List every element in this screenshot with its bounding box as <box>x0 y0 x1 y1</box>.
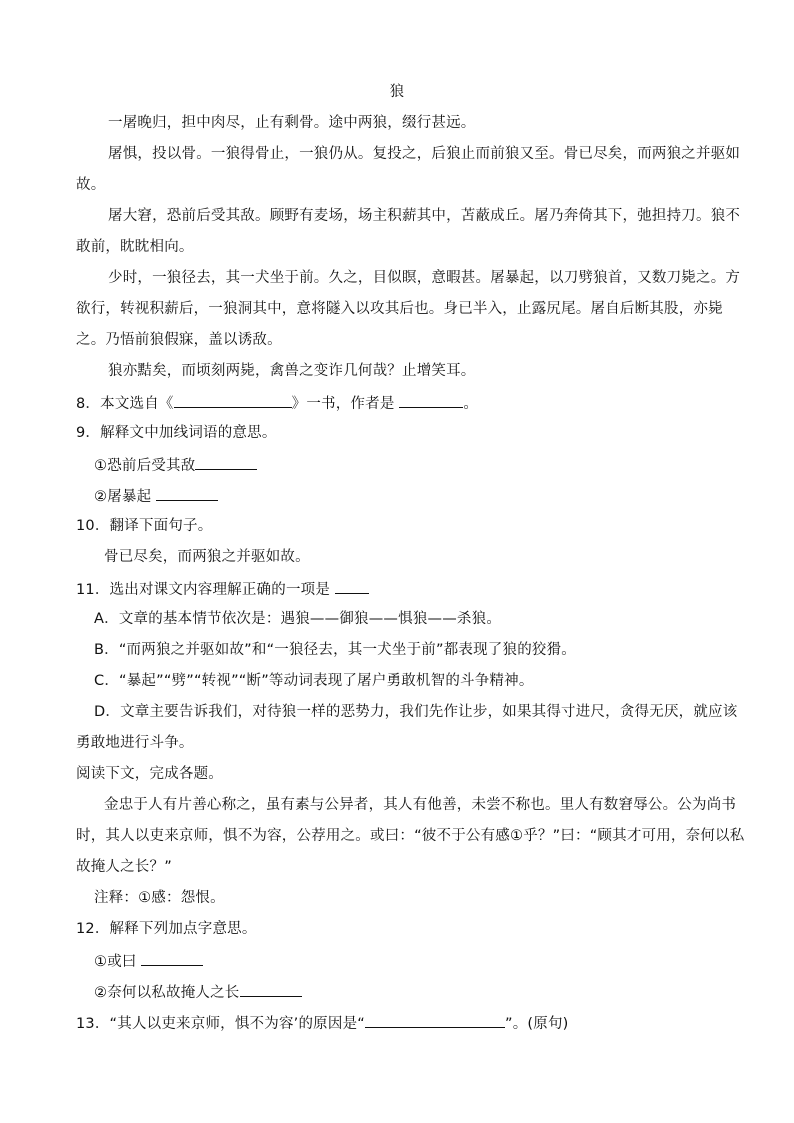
question-13-prefix: 13．“其人以吏来京师，惧不为容’的原因是“ <box>76 1016 365 1032</box>
question-13-suffix: ”。(原句) <box>504 1016 569 1032</box>
question-11-option-a[interactable]: A．文章的基本情节依次是：遇狼——御狼——惧狼——杀狼。 <box>94 611 502 627</box>
article-title: 狼 <box>389 84 405 100</box>
question-10-sentence: 骨已尽矣，而两狼之并驱如故。 <box>104 549 310 565</box>
question-9-stem: 9．解释文中加线词语的意思。 <box>76 425 277 441</box>
paragraph-3-line-2: 敢前，眈眈相向。 <box>76 239 194 255</box>
question-9-item-2 <box>94 485 218 507</box>
question-11-option-c[interactable]: C．“暴起”“劈”“转视”“断”等动词表现了屠户勇敢机智的斗争精神。 <box>94 673 534 689</box>
question-9-item-2-text: ②屠暴起 <box>94 489 157 505</box>
question-11-option-b[interactable]: B．“而两狼之并驱如故”和“一狼径去，其一犬坐于前”都表现了狼的狡猾。 <box>94 642 576 658</box>
question-12-stem: 12．解释下列加点字意思。 <box>76 921 257 937</box>
question-12-item-1 <box>94 950 203 972</box>
reading-2-intro: 阅读下文，完成各题。 <box>76 766 223 782</box>
question-13 <box>76 1012 569 1034</box>
question-11-option-d-line-2: 勇敢地进行斗争。 <box>76 735 194 751</box>
reading-2-passage-line-1: 金忠于人有片善心称之，虽有素与公异者，其人有他善，未尝不称也。里人有数窘辱公。公为尚书 <box>104 797 737 813</box>
paragraph-2-line-2: 故。 <box>76 177 106 193</box>
question-11-option-d-line-1[interactable]: D．文章主要告诉我们，对待狼一样的恶势力，我们先作让步，如果其得寸进尺，贪得无厌，就应该 <box>94 704 738 720</box>
question-8 <box>76 392 478 414</box>
question-11-stem <box>76 578 369 600</box>
paragraph-2-line-1: 屠惧，投以骨。一狼得骨止，一狼仍从。复投之，后狼止而前狼又至。骨已尽矣，而两狼之并驱如 <box>108 146 741 162</box>
question-9-item-2-blank[interactable] <box>156 485 218 501</box>
question-12-item-2-text: ②奈何以私故掩人之长 <box>94 985 240 1001</box>
paragraph-3-line-1: 屠大窘，恐前后受其敌。顾野有麦场，场主积薪其中，苫蔽成丘。屠乃奔倚其下，弛担持刀。狼不 <box>108 208 741 224</box>
reading-2-note: 注释：①感：怨恨。 <box>94 890 225 906</box>
paragraph-4-line-3: 之。乃悟前狼假寐，盖以诱敌。 <box>76 332 282 348</box>
question-12-item-1-text: ①或曰 <box>94 954 142 970</box>
question-8-book-blank[interactable] <box>174 392 292 408</box>
question-8-prefix: 8．本文选自《 <box>76 396 174 412</box>
question-8-author-blank[interactable] <box>399 392 463 408</box>
reading-2-passage-line-2: 时，其人以吏来京师，惧不为容，公荐用之。或曰：“彼不于公有感①乎？”曰：“顾其才可用，奈何以私 <box>76 828 745 844</box>
question-12-item-1-blank[interactable] <box>141 950 203 966</box>
paragraph-5-line-1: 狼亦黠矣，而顷刻两毙，禽兽之变诈几何哉？止增笑耳。 <box>108 363 476 379</box>
question-11-stem-text: 11．选出对课文内容理解正确的一项是 <box>76 582 335 598</box>
paragraph-1-line-1: 一屠晚归，担中肉尽，止有剩骨。途中两狼，缀行甚远。 <box>108 115 476 131</box>
question-9-item-1-blank[interactable] <box>195 454 257 470</box>
question-12-item-2-blank[interactable] <box>240 981 302 997</box>
paragraph-4-line-2: 欲行，转视积薪后，一狼洞其中，意将隧入以攻其后也。身已半入，止露尻尾。屠自后断其股，亦毙 <box>76 301 723 317</box>
reading-2-passage-line-3: 故掩人之长？” <box>76 859 172 875</box>
question-8-middle: 》一书，作者是 <box>291 396 400 412</box>
question-8-suffix: 。 <box>463 396 479 412</box>
question-9-item-1-text: ①恐前后受其敌 <box>94 458 196 474</box>
question-12-item-2 <box>94 981 302 1003</box>
question-11-answer-blank[interactable] <box>335 578 369 594</box>
question-9-item-1 <box>94 454 257 476</box>
question-13-answer-blank[interactable] <box>365 1012 505 1028</box>
paragraph-4-line-1: 少时，一狼径去，其一犬坐于前。久之，目似瞑，意暇甚。屠暴起，以刀劈狼首，又数刀毙之。方 <box>108 270 741 286</box>
question-10-stem: 10．翻译下面句子。 <box>76 518 213 534</box>
